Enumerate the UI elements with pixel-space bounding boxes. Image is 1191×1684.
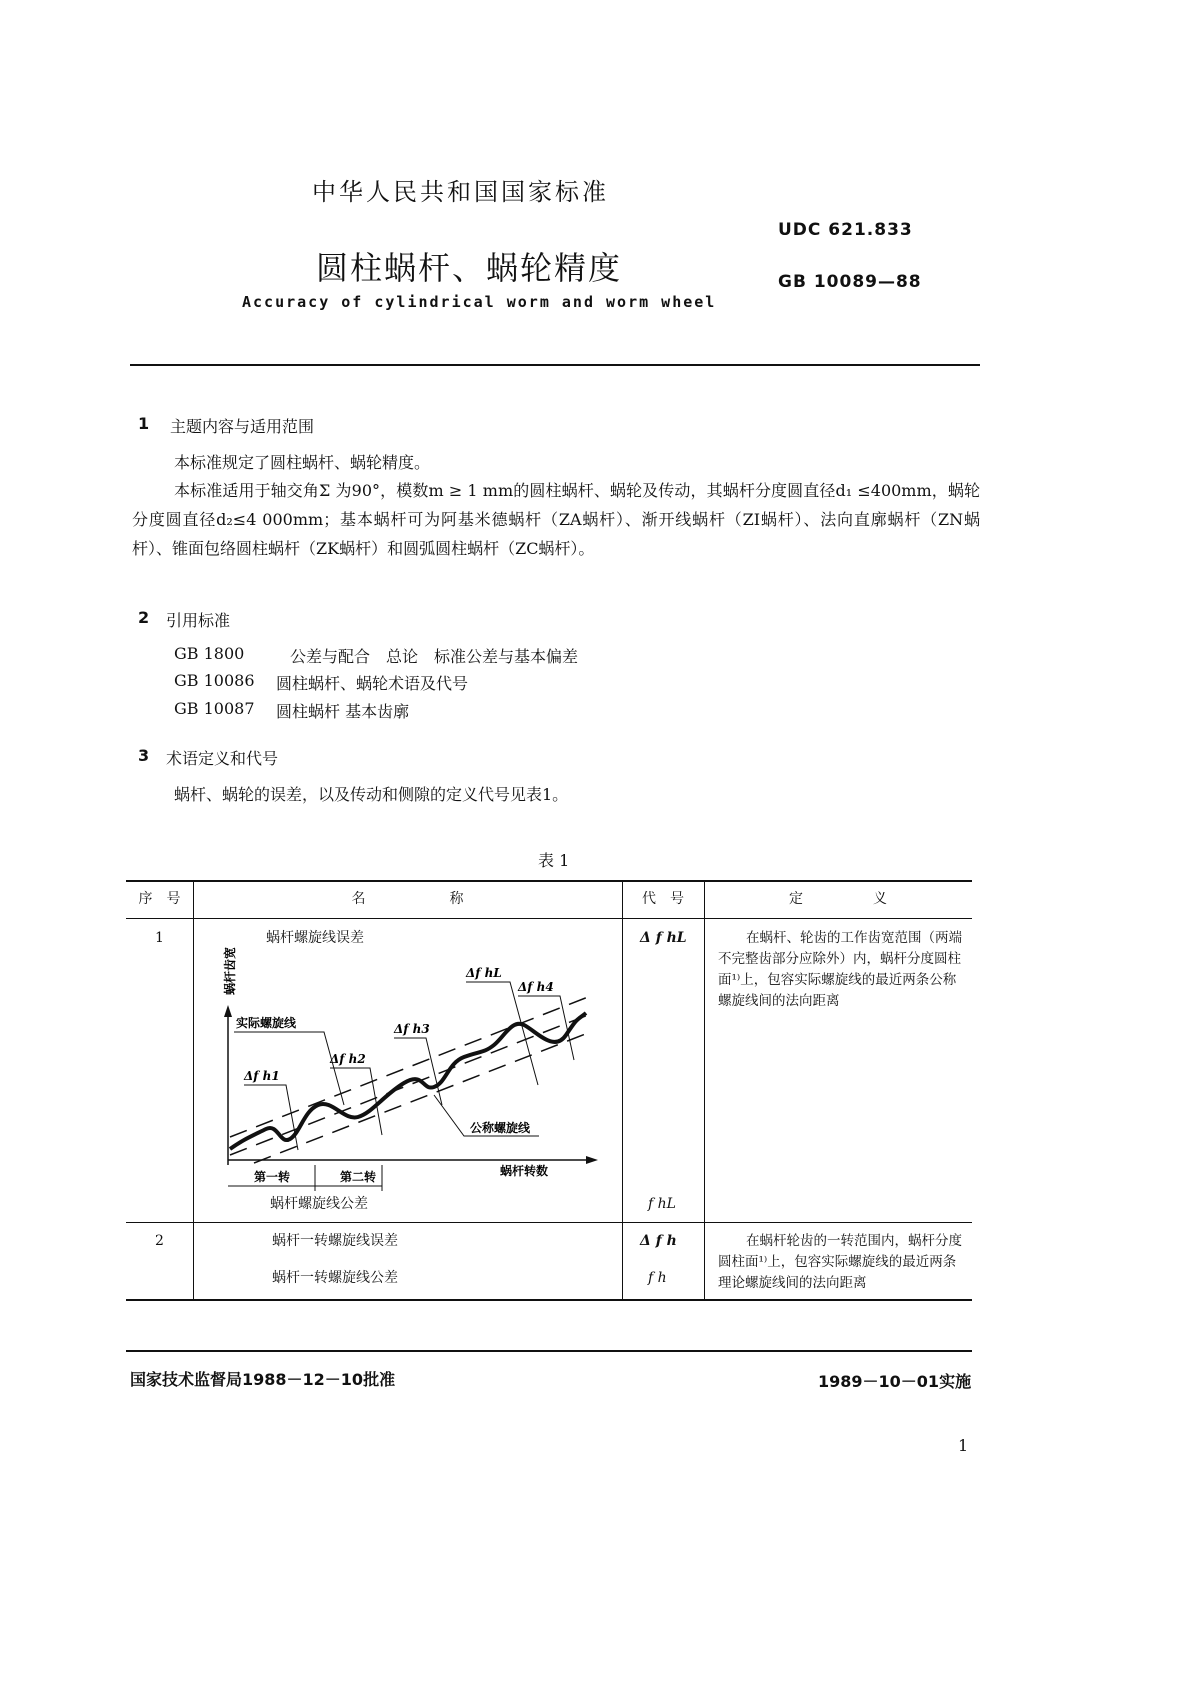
x-axis-label: 蜗杆转数: [500, 1164, 549, 1178]
helix-error-diagram: [194, 925, 622, 1205]
table-top-rule: [126, 880, 972, 882]
delta-fh4-label: Δf h4: [518, 980, 554, 994]
row-code: Δ f h: [640, 1233, 677, 1249]
header-definition: 定 义: [789, 891, 887, 907]
row-definition: 在蜗杆轮齿的一转范围内，蜗杆分度圆柱面¹⁾上，包容实际螺旋线的最近两条理论螺旋线间的法向距离: [718, 1233, 962, 1291]
section-1-number: 1: [138, 414, 150, 433]
y-axis-arrow: [224, 1005, 232, 1017]
second-turn-label: 第二转: [340, 1170, 377, 1184]
header-name: 名 称: [351, 891, 464, 907]
section-3-number: 3: [138, 746, 150, 765]
table-caption: 表 1: [538, 851, 570, 870]
ref-name: 圆柱蜗杆 基本齿廓: [276, 702, 410, 721]
gb-code: GB 10089—88: [778, 272, 922, 292]
udc-code: UDC 621.833: [778, 220, 913, 240]
page-number: 1: [958, 1436, 969, 1455]
section-2-number: 2: [138, 608, 150, 627]
row-name-tolerance: 蜗杆螺旋线公差: [270, 1196, 368, 1212]
column-divider: [704, 880, 705, 1300]
actual-helix-label: 实际螺旋线: [236, 1016, 297, 1030]
row-number: 2: [155, 1233, 164, 1249]
section-1-title: 主题内容与适用范围: [170, 417, 315, 436]
row-number: 1: [155, 930, 164, 946]
section-2-title: 引用标准: [166, 611, 231, 630]
delta-fh1-label: Δf h1: [244, 1069, 280, 1083]
section-1-paragraph-1: 本标准规定了圆柱蜗杆、蜗轮精度。: [174, 453, 431, 472]
row-code: Δ f hL: [640, 930, 687, 946]
section-1-paragraph-2: 本标准适用于轴交角Σ 为90°，模数m ≥ 1 mm的圆柱蜗杆、蜗轮及传动，其蜗杆分度圆直径d₁ ≤400mm，蜗轮分度圆直径d₂≤4 000mm；基本蜗杆可为阿基米德蜗杆（ZA蜗杆）、渐开线蜗杆（ZI蜗杆）、法向直廓蜗杆（ZN蜗杆）、锥面包络圆柱蜗杆（ZK蜗杆）和圆弧圆柱蜗杆（ZC蜗杆）。: [132, 481, 980, 558]
ref-name: 公差与配合 总论 标准公差与基本偏差: [290, 647, 579, 666]
y-axis-label: 蜗杆齿宽: [223, 946, 237, 995]
table-row-rule: [126, 1222, 972, 1223]
approval-date: 国家技术监督局1988－12－10批准: [130, 1370, 396, 1389]
header-rule: [130, 364, 980, 366]
row-code-tolerance: f h: [648, 1270, 667, 1286]
x-axis-arrow: [586, 1156, 598, 1164]
delta-fh3-label: Δf h3: [394, 1022, 430, 1036]
first-turn-label: 第一转: [254, 1170, 291, 1184]
nominal-helix-label: 公称螺旋线: [470, 1121, 531, 1135]
row-name: 蜗杆螺旋线误差: [266, 930, 364, 946]
row-code-tolerance: f hL: [648, 1196, 676, 1212]
header-no: 序 号: [138, 891, 181, 907]
section-3-title: 术语定义和代号: [166, 749, 279, 768]
delta-fh2-label: Δf h2: [330, 1052, 366, 1066]
document-title: 圆柱蜗杆、蜗轮精度: [316, 249, 623, 287]
national-standard-heading: 中华人民共和国国家标准: [312, 178, 609, 206]
row-definition: 在蜗杆、轮齿的工作齿宽范围（两端不完整齿部分应除外）内，蜗杆分度圆柱面¹⁾上，包容实际螺旋线的最近两条公称螺旋线间的法向距离: [718, 930, 962, 1009]
section-3-paragraph: 蜗杆、蜗轮的误差，以及传动和侧隙的定义代号见表1。: [174, 785, 569, 804]
row-name: 蜗杆一转螺旋线误差: [272, 1233, 398, 1249]
column-divider: [622, 880, 623, 1300]
ref-code: GB 1800: [174, 644, 245, 663]
table-bottom-rule: [126, 1299, 972, 1301]
ref-code: GB 10087: [174, 699, 255, 718]
delta-fhL-label: Δf hL: [466, 966, 502, 980]
footer-rule: [126, 1350, 972, 1352]
table-header-rule: [126, 918, 972, 919]
ref-code: GB 10086: [174, 671, 255, 690]
header-code: 代 号: [642, 891, 684, 907]
effective-date: 1989－10－01实施: [818, 1372, 972, 1391]
row-name-tolerance: 蜗杆一转螺旋线公差: [272, 1270, 398, 1286]
ref-name: 圆柱蜗杆、蜗轮术语及代号: [276, 674, 469, 693]
english-title: Accuracy of cylindrical worm and worm wheel: [242, 293, 717, 311]
